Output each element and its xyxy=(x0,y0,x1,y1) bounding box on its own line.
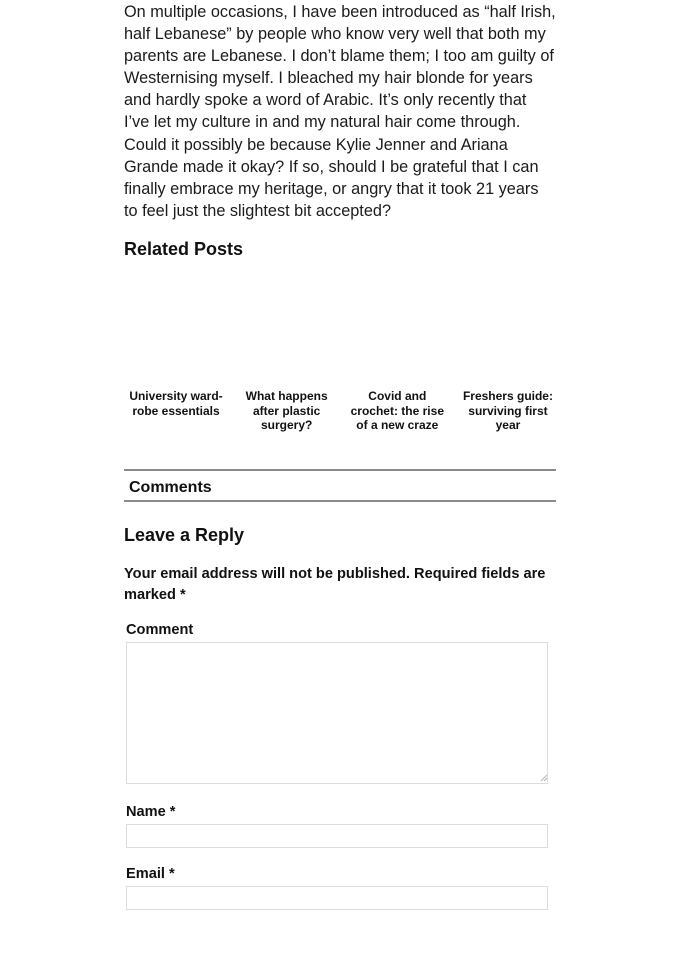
related-post-link[interactable]: Covid and crochet: the rise of a new craze xyxy=(350,389,444,433)
related-post-link[interactable]: University ward-robe essentials xyxy=(129,389,223,418)
related-post-thumbnail[interactable] xyxy=(456,274,560,386)
comments-title: Comments xyxy=(129,479,212,496)
name-label: Name * xyxy=(126,804,176,820)
email-input[interactable] xyxy=(126,886,548,910)
email-label: Email * xyxy=(126,866,175,882)
comment-label: Comment xyxy=(126,622,194,638)
related-post-thumbnail[interactable] xyxy=(124,274,228,386)
resize-grip-icon[interactable] xyxy=(540,774,548,782)
related-posts-heading: Related Posts xyxy=(124,239,244,259)
comment-textarea[interactable] xyxy=(126,642,548,784)
related-post-card[interactable] xyxy=(124,274,228,433)
related-post-card[interactable] xyxy=(345,274,449,433)
related-post-thumbnail[interactable] xyxy=(235,274,339,386)
email-privacy-note: Your email address will not be published. Required fields are marked * xyxy=(124,566,546,603)
comments-section-bar xyxy=(124,469,556,502)
related-post-link[interactable]: What happens after plastic surgery? xyxy=(245,389,328,433)
leave-reply-heading: Leave a Reply xyxy=(124,525,245,545)
name-input[interactable] xyxy=(126,824,548,848)
related-post-link[interactable]: Freshers guide: surviving first year xyxy=(462,389,553,433)
related-post-card[interactable] xyxy=(235,274,339,433)
related-post-card[interactable] xyxy=(456,274,560,433)
related-posts-list xyxy=(124,274,560,433)
article-paragraph: On multiple occasions, I have been introduced as “half Irish, half Lebanese” by people who know very well that both my parents are Lebanese. I don’t blame them; I too am guilty of Westernising myself. I bleached my hair blonde for years and hardly spoke a word of Arabic. It’s only recently that I’ve let my culture in and my natural hair come through. Could it possibly be because Kylie Jenner and Ariana Grande made it okay? If so, should I be grateful that I can finally embrace my heritage, or angry that it took 21 years to feel just the slightest bit accepted? xyxy=(124,3,556,220)
related-post-thumbnail[interactable] xyxy=(345,274,449,386)
